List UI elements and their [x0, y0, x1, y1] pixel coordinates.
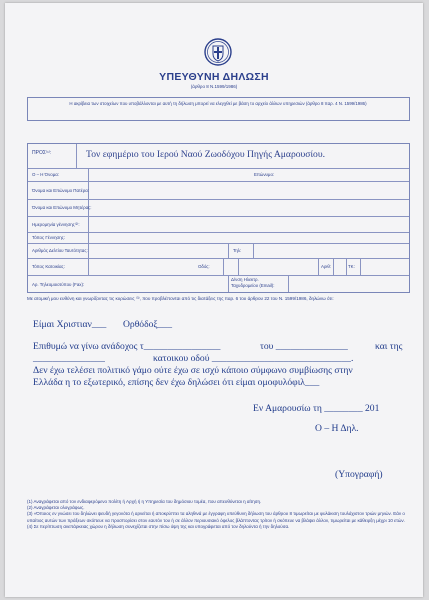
- and-of: και της: [375, 341, 403, 352]
- greek-emblem-icon: [203, 37, 233, 67]
- number-label: Αριθ:: [321, 264, 332, 269]
- footnote-2: (2) Αναγράφεται ολογράφως.: [27, 505, 85, 511]
- mother-blank[interactable]: _______________: [33, 353, 105, 364]
- surname-label: Επώνυμο:: [254, 172, 275, 177]
- place-date-line[interactable]: Εν Αμαρουσίω τη ________ 201: [253, 403, 380, 414]
- godparent-line[interactable]: Επιθυμώ να γίνω ανάδοχος τ________________: [33, 341, 221, 352]
- pros-label: ΠΡΟΣ⁽¹⁾:: [32, 150, 52, 156]
- christian-line: Είμαι Χριστιαν___: [33, 319, 107, 330]
- declaration-page: [5, 3, 423, 597]
- name-label: Ο – Η Όνομα:: [32, 172, 60, 177]
- footnote-3: (3) «Όποιος εν γνώσει του δηλώνει ψευδή γεγονότα ή αρνείται ή αποκρύπτει τα αληθινά με έγγραφη υπεύθυνη δήλωση του άρθρου 8 τιμωρείται με φυλάκιση τουλάχιστον τριών μηνών. Εάν ο υπαίτιος αυτών των πράξεων σκόπευε να προσπορίσει στον εαυτόν του ή σε άλλον περιουσιακό όφελος βλάπτοντας τρίτον ή σκόπευε να βλάψει άλλον, τιμωρείται με κάθειρξη μέχρι 10 ετών.: [27, 511, 405, 523]
- footnote-1: (1) Αναγράφεται από τον ενδιαφερόμενο πολίτη ή Αρχή ή η Υπηρεσία του δημόσιου τομέα, που απευθύνεται η αίτηση.: [27, 499, 262, 504]
- notice-text: Η ακρίβεια των στοιχείων που υποβάλλονται με αυτή τη δήλωση μπορεί να ελεγχθεί με βάση το αρχείο άλλων υπηρεσιών (άρθρο 8 παρ. 4 Ν. 1599/1986): [69, 101, 367, 106]
- birth-place-label: Τόπος Γέννησης:: [32, 235, 66, 240]
- birth-date-label: Ημερομηνία γέννησης⁽²⁾:: [32, 222, 80, 227]
- declaration-form: [27, 143, 410, 293]
- residence-street-line[interactable]: κατοικου οδού _____________________________.: [153, 353, 354, 364]
- signature-label: (Υπογραφή): [335, 469, 383, 480]
- declaration-intro: Με ατομική μου ευθύνη και γνωρίζοντας τις κυρώσεις ⁽³⁾, που προβλέπονται από τις διατάξεις της παρ. 6 του άρθρου 22 του Ν. 1599/1986, δηλώνω ότι:: [27, 296, 334, 301]
- orthodox-line: Ορθόδοξ___: [123, 319, 173, 330]
- email-label: Δ/νση Ηλεκτρ. Ταχυδρομείου (Εmail):: [231, 277, 275, 288]
- no-declaration-line: Ελλάδα η το εξωτερικό, επίσης δεν έχω δηλώσει ότι είμαι ομοφυλόφιλ___: [33, 377, 320, 388]
- id-card-label: Αριθμός Δελτίου Ταυτότητας:: [32, 248, 88, 253]
- phone-label: Τηλ:: [233, 248, 242, 253]
- mother-name-label: Όνομα και Επώνυμο Μητέρας:: [32, 205, 92, 210]
- no-civil-marriage-line: Δεν έχω τελέσει πολιτικό γάμο ούτε έχω σε ισχύ κάποιο σύμφωνο συμβίωσης στην: [33, 365, 353, 376]
- father-name-label: Όνομα και Επώνυμο Πατέρα:: [32, 188, 89, 193]
- document-title: ΥΠΕΥΘΥΝΗ ΔΗΛΩΣΗ: [159, 71, 269, 83]
- residence-label: Τόπος Κατοικίας:: [32, 264, 65, 269]
- pros-value[interactable]: Τον εφημέριο του Ιερού Ναού Ζωοδόχου Πηγής Αμαρουσίου.: [86, 149, 325, 160]
- footnote-4: (4) Σε περίπτωση ανεπάρκειας χώρου η δήλωση συνεχίζεται στην πίσω όψη της και υπογράφεται από τον δηλούντα ή την δηλούσα.: [27, 523, 290, 529]
- declarant-label: Ο – Η Δηλ.: [315, 423, 359, 434]
- footnotes: [27, 499, 411, 530]
- document-subtitle: (άρθρο 8 Ν.1599/1986): [190, 84, 238, 89]
- father-blank[interactable]: του _______________: [260, 341, 348, 352]
- postcode-label: ΤΚ:: [348, 264, 355, 269]
- fax-label: Αρ. Τηλεομοιοτύπου (Fax):: [32, 282, 85, 287]
- street-label: Οδός:: [198, 264, 210, 269]
